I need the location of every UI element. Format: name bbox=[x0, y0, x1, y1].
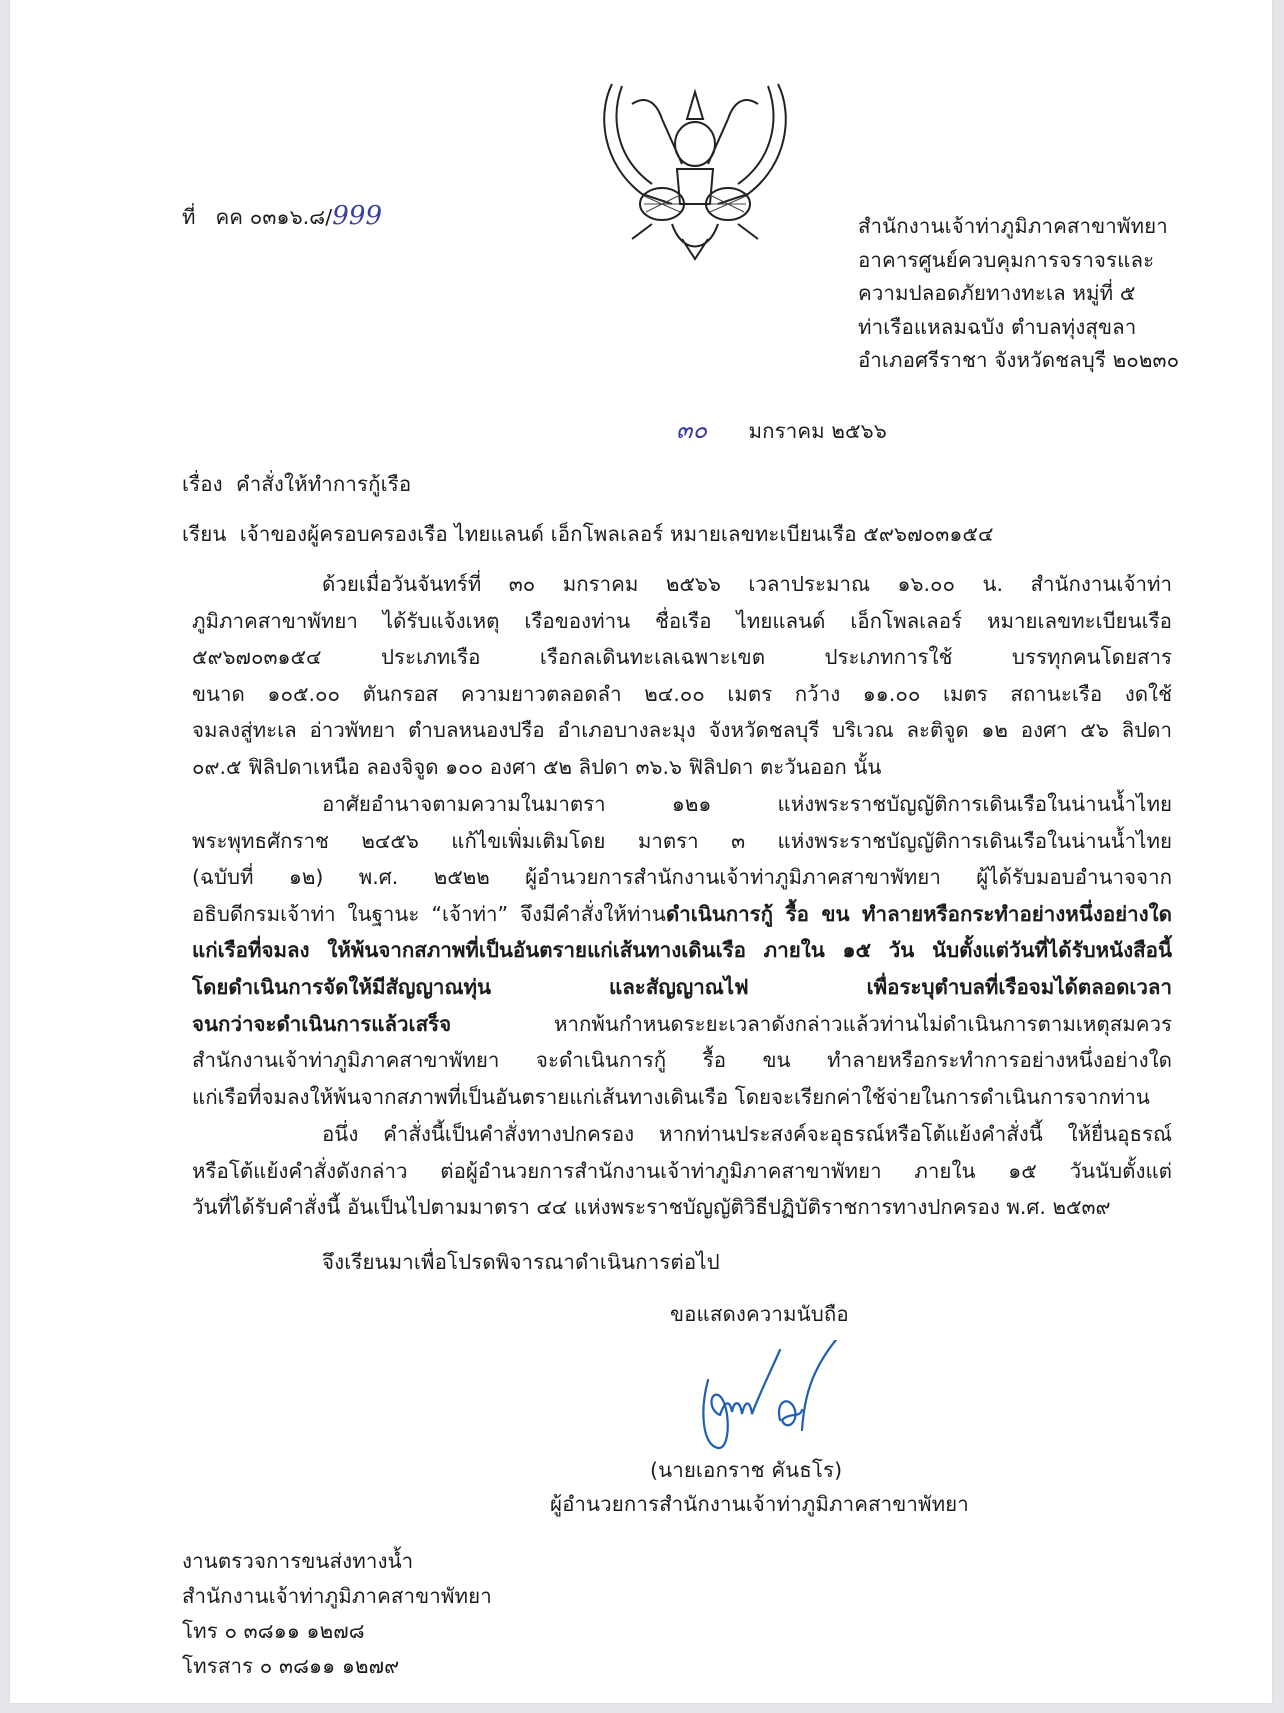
order-text-plain: หากพ้นกำหนดระยะเวลาดังกล่าวแล้วท่านไม่ดำเนินการตามเหตุสมควร bbox=[451, 1011, 1172, 1036]
order-text-plain: อธิบดีกรมเจ้าท่า ในฐานะ “เจ้าท่า” จึงมีคำสั่งให้ท่าน bbox=[192, 901, 666, 926]
letter-page bbox=[10, 0, 1272, 1703]
subject-line bbox=[182, 466, 411, 502]
sender-address-line: สำนักงานเจ้าท่าภูมิภาคสาขาพัทยา bbox=[858, 214, 1168, 238]
date-day-handwritten: ๓๐ bbox=[676, 416, 708, 444]
paragraph-incident bbox=[192, 566, 1172, 786]
paragraph-line: จมลงสู่ทะเล อ่าวพัทยา ตำบลหนองปรือ อำเภอบางละมุง จังหวัดชลบุรี บริเวณ ละติจูด ๑๒ องศา ๕๖ ลิปดา bbox=[192, 718, 1172, 743]
sender-address-line: อาคารศูนย์ควบคุมการจราจรและ bbox=[858, 247, 1155, 272]
paragraph-line: สำนักงานเจ้าท่าภูมิภาคสาขาพัทยา จะดำเนินการกู้ รื้อ ขน ทำลายหรือกระทำการอย่างหนึ่งอย่างใด bbox=[192, 1048, 1172, 1073]
subject-text: คำสั่งให้ทำการกู้เรือ bbox=[235, 472, 412, 496]
paragraph-line: อาศัยอำนาจตามความในมาตรา ๑๒๑ แห่งพระราชบัญญัติการเดินเรือในน่านน้ำไทย bbox=[322, 792, 1172, 816]
closing-salutation: ขอแสดงความนับถือ bbox=[670, 1302, 849, 1326]
paragraph-line: หรือโต้แย้งคำสั่งดังกล่าว ต่อผู้อำนวยการสำนักงานเจ้าท่าภูมิภาคสาขาพัทยา ภายใน ๑๕ วันนับตั้งแต่ bbox=[192, 1158, 1172, 1183]
paragraph-line: ภูมิภาคสาขาพัทยา ได้รับแจ้งเหตุ เรือของท่าน ชื่อเรือ ไทยแลนด์ เอ็กโพลเลอร์ หมายเลขทะเบียนเรือ bbox=[192, 608, 1172, 633]
sender-address-line: อำเภอศรีราชา จังหวัดชลบุรี ๒๐๒๓๐ bbox=[858, 348, 1180, 372]
order-text-bold: ดำเนินการกู้ รื้อ ขน ทำลายหรือกระทำอย่างหนึ่งอย่างใด bbox=[665, 901, 1172, 926]
footer-unit: งานตรวจการขนส่งทางน้ำ bbox=[182, 1549, 414, 1573]
sender-address-line: ท่าเรือแหลมฉบัง ตำบลทุ่งสุขลา bbox=[858, 314, 1137, 339]
date-month-year: มกราคม ๒๕๖๖ bbox=[748, 419, 887, 443]
garuda-emblem-icon bbox=[592, 74, 798, 264]
reference-handwritten-number: 999 bbox=[332, 201, 383, 231]
footer-phone: โทร ๐ ๓๘๑๑ ๑๒๗๘ bbox=[182, 1619, 365, 1643]
paragraph-line: ๕๙๖๗๐๓๑๕๔ ประเภทเรือ เรือกลเดินทะเลเฉพาะเขต ประเภทการใช้ บรรทุกคนโดยสาร bbox=[192, 645, 1172, 670]
recipient-text: เจ้าของผู้ครอบครองเรือ ไทยแลนด์ เอ็กโพลเลอร์ หมายเลขทะเบียนเรือ ๕๙๖๗๐๓๑๕๔ bbox=[239, 522, 994, 546]
paragraph-appeal bbox=[192, 1116, 1172, 1226]
signature-icon bbox=[690, 1340, 850, 1460]
paragraph-line: (ฉบับที่ ๑๒) พ.ศ. ๒๕๒๒ ผู้อำนวยการสำนักงานเจ้าท่าภูมิภาคสาขาพัทยา ผู้ได้รับมอบอำนาจจาก bbox=[192, 865, 1172, 890]
paragraph-line: ๐๙.๕ ฟิลิปดาเหนือ ลองจิจูด ๑๐๐ องศา ๕๒ ลิปดา ๓๖.๖ ฟิลิปดา ตะวันออก นั้น bbox=[192, 754, 882, 779]
recipient-label: เรียน bbox=[182, 522, 227, 546]
closing-request: จึงเรียนมาเพื่อโปรดพิจารณาดำเนินการต่อไป bbox=[322, 1250, 720, 1274]
order-text-bold: โดยดำเนินการจัดให้มีสัญญาณทุ่น และสัญญาณไฟ เพื่อระบุตำบลที่เรือจมได้ตลอดเวลา bbox=[192, 974, 1172, 999]
paragraph-line: พระพุทธศักราช ๒๔๕๖ แก้ไขเพิ่มเติมโดย มาตรา ๓ แห่งพระราชบัญญัติการเดินเรือในน่านน้ำไทย bbox=[192, 828, 1172, 853]
footer-contact bbox=[182, 1544, 492, 1684]
paragraph-line: ด้วยเมื่อวันจันทร์ที่ ๓๐ มกราคม ๒๕๖๖ เวลาประมาณ ๑๖.๐๐ น. สำนักงานเจ้าท่า bbox=[322, 572, 1172, 596]
paragraph-line bbox=[192, 896, 1172, 933]
sender-address-line: ความปลอดภัยทางทะเล หมู่ที่ ๕ bbox=[858, 281, 1136, 305]
recipient-line bbox=[182, 516, 994, 552]
paragraph-line: อนึ่ง คำสั่งนี้เป็นคำสั่งทางปกครอง หากท่านประสงค์จะอุธรณ์หรือโต้แย้งคำสั่งนี้ ให้ยื่นอุธรณ์ bbox=[322, 1122, 1172, 1146]
order-text-bold: จนกว่าจะดำเนินการแล้วเสร็จ bbox=[192, 1011, 452, 1036]
paragraph-line: แก่เรือที่จมลงให้พ้นจากสภาพที่เป็นอันตรายแก่เส้นทางเดินเรือ โดยจะเรียกค่าใช้จ่ายในการดำเนินการจากท่าน bbox=[192, 1084, 1150, 1109]
footer-fax: โทรสาร ๐ ๓๘๑๑ ๑๒๗๙ bbox=[182, 1654, 400, 1678]
order-text-bold: แก่เรือที่จมลง ให้พ้นจากสภาพที่เป็นอันตรายแก่เส้นทางเดินเรือ ภายใน ๑๕ วัน นับตั้งแต่วันที่ได้รับหนังสือนี้ bbox=[192, 938, 1172, 963]
reference-number: คค ๐๓๑๖.๘/ bbox=[215, 205, 333, 229]
signer-name: (นายเอกราช คันธโร) bbox=[650, 1458, 843, 1482]
signer-title: ผู้อำนวยการสำนักงานเจ้าท่าภูมิภาคสาขาพัทยา bbox=[550, 1492, 969, 1516]
sender-address bbox=[858, 210, 1179, 378]
paragraph-line: วันที่ได้รับคำสั่งนี้ อันเป็นไปตามมาตรา ๔๔ แห่งพระราชบัญญัติวิธีปฏิบัติราชการทางปกครอง พ.ศ. ๒๕๓๙ bbox=[192, 1195, 1111, 1220]
paragraph-order bbox=[192, 786, 1172, 1115]
reference-line bbox=[182, 198, 382, 235]
letter-date bbox=[676, 412, 887, 449]
paragraph-line bbox=[192, 1006, 1172, 1043]
reference-label: ที่ bbox=[182, 205, 196, 229]
paragraph-line: ขนาด ๑๐๕.๐๐ ตันกรอส ความยาวตลอดลำ ๒๔.๐๐ เมตร กว้าง ๑๑.๐๐ เมตร สถานะเรือ งดใช้ bbox=[192, 681, 1172, 706]
subject-label: เรื่อง bbox=[182, 472, 223, 496]
footer-office: สำนักงานเจ้าท่าภูมิภาคสาขาพัทยา bbox=[182, 1584, 492, 1608]
